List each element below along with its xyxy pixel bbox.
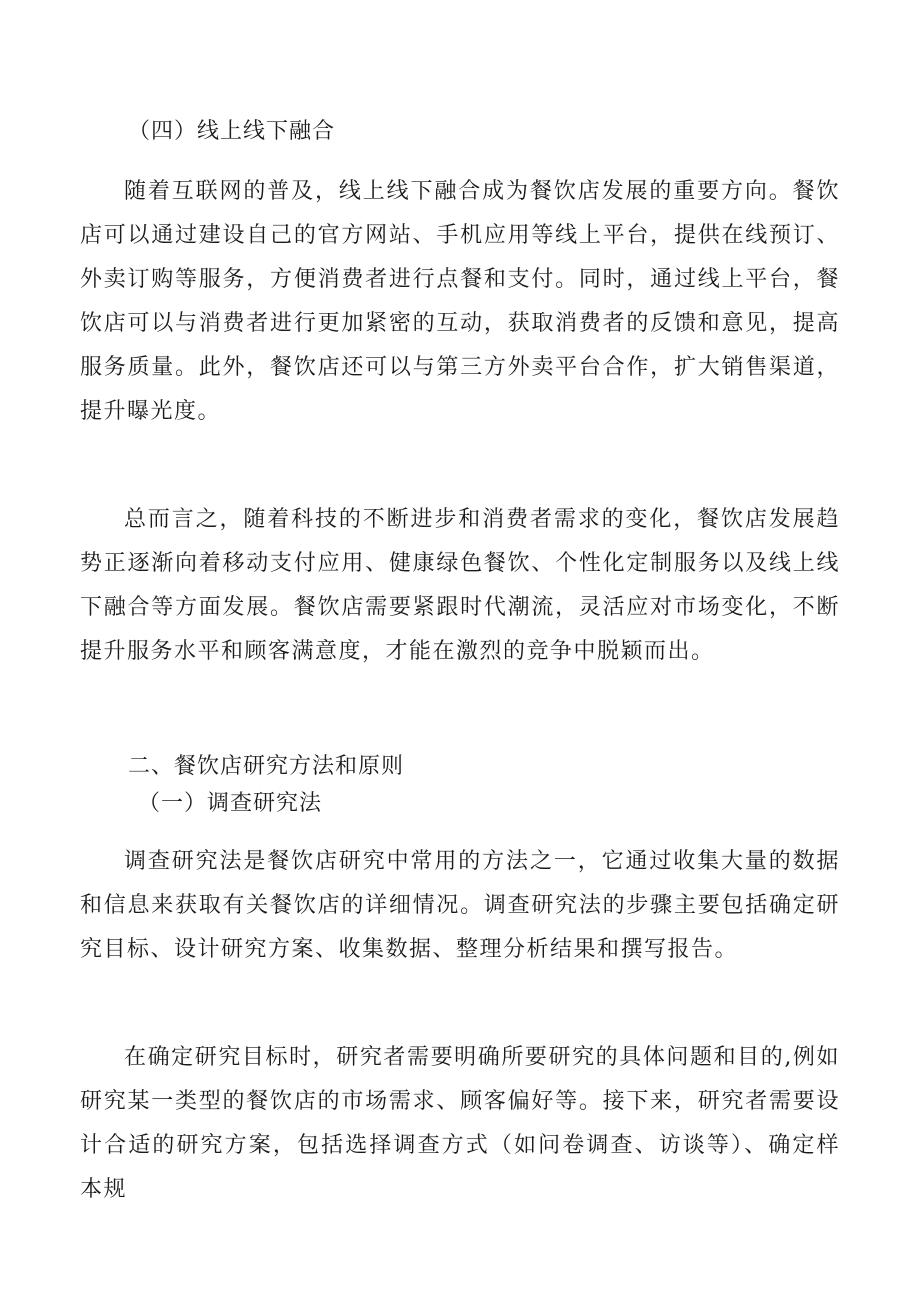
section-heading-survey-method: （一）调查研究法 [138,791,323,816]
paragraph-online-offline: 随着互联网的普及，线上线下融合成为餐饮店发展的重要方向。餐饮店可以通过建设自己的官方网站、手机应用等线上平台，提供在线预订、外卖订购等服务，方便消费者进行点餐和支付。同时，通过线上平台，餐饮店可以与消费者进行更加紧密的互动，获取消费者的反馈和意见，提高服务质量。此外，餐饮店还可以与第三方外卖平台合作，扩大销售渠道，提升曝光度。 [80,179,840,424]
paragraph-research-goal: 在确定研究目标时，研究者需要明确所要研究的具体问题和目的,例如研究某一类型的餐饮店的市场需求、顾客偏好等。接下来，研究者需要设计合适的研究方案，包括选择调查方式（如问卷调查、访谈等）、确定样本规 [80,1045,840,1202]
paragraph-survey-method-intro: 调查研究法是餐饮店研究中常用的方法之一，它通过收集大量的数据和信息来获取有关餐饮店的详细情况。调查研究法的步骤主要包括确定研究目标、设计研究方案、收集数据、整理分析结果和撰写报告。 [80,849,840,962]
paragraph-summary: 总而言之，随着科技的不断进步和消费者需求的变化，餐饮店发展趋势正逐渐向着移动支付应用、健康绿色餐饮、个性化定制服务以及线上线下融合等方面发展。餐饮店需要紧跟时代潮流，灵活应对市场变化，不断提升服务水平和顾客满意度，才能在激烈的竞争中脱颖而出。 [80,507,840,664]
section-heading-online-offline: （四）线上线下融合 [128,119,336,144]
chapter-heading-research-methods: 二、餐饮店研究方法和原则 [128,754,405,779]
